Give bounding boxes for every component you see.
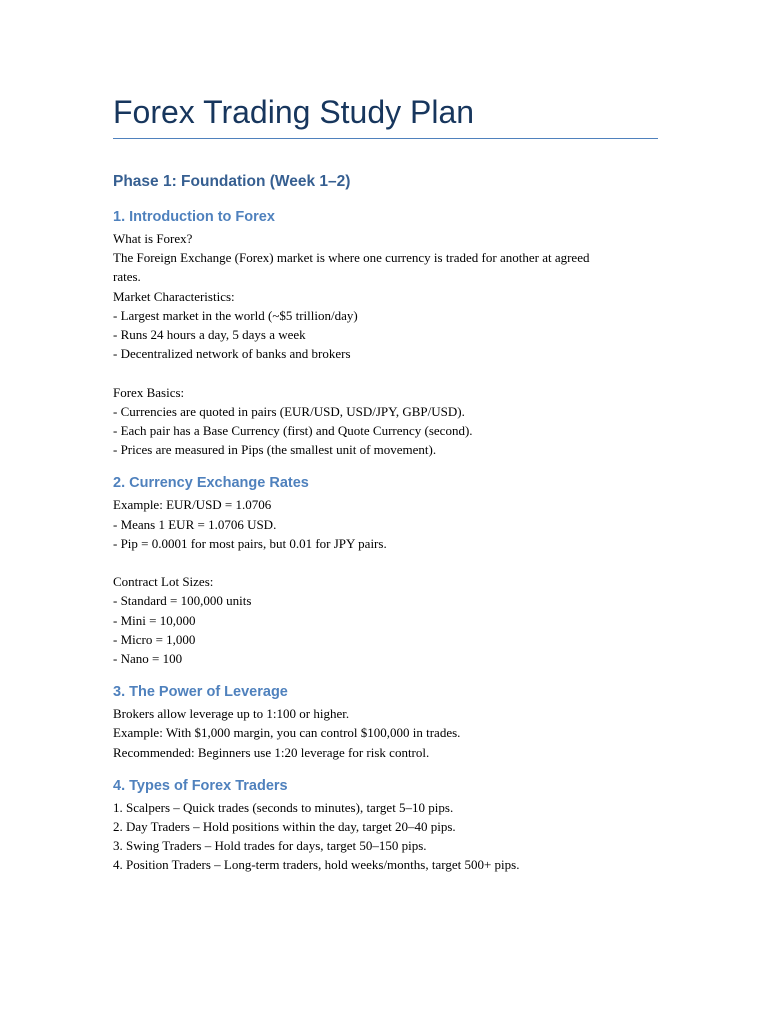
blank-line: [113, 553, 658, 572]
body-line: Example: EUR/USD = 1.0706: [113, 497, 272, 513]
body-line: 3. Swing Traders – Hold trades for days, target 50–150 pips.: [113, 838, 427, 854]
body-line: 4. Position Traders – Long-term traders, hold weeks/months, target 500+ pips.: [113, 857, 520, 873]
body-line: The Foreign Exchange (Forex) market is where one currency is traded for another at agreed: [113, 250, 590, 266]
body-line: - Each pair has a Base Currency (first) and Quote Currency (second).: [113, 423, 473, 439]
document-title: Forex Trading Study Plan: [113, 90, 658, 139]
phase-heading: Phase 1: Foundation (Week 1–2): [113, 173, 351, 190]
section-heading: 1. Introduction to Forex: [113, 209, 275, 225]
section-leverage: [113, 682, 658, 762]
body-line: rates.: [113, 269, 141, 285]
body-line: 1. Scalpers – Quick trades (seconds to minutes), target 5–10 pips.: [113, 799, 454, 815]
body-line: What is Forex?: [113, 231, 193, 246]
section-trader-types: [113, 776, 658, 875]
body-line: Contract Lot Sizes:: [113, 574, 214, 590]
body-line: - Mini = 10,000: [113, 612, 196, 628]
body-line: - Currencies are quoted in pairs (EUR/USD, USD/JPY, GBP/USD).: [113, 403, 465, 419]
body-line: - Nano = 100: [113, 651, 183, 667]
body-line: - Decentralized network of banks and brokers: [113, 346, 351, 362]
section-heading: 4. Types of Forex Traders: [113, 777, 288, 794]
body-line: 2. Day Traders – Hold positions within the day, target 20–40 pips.: [113, 819, 456, 835]
body-line: - Largest market in the world (~$5 trillion/day): [113, 307, 358, 323]
body-line: - Prices are measured in Pips (the smallest unit of movement).: [113, 442, 437, 458]
body-line: - Means 1 EUR = 1.0706 USD.: [113, 516, 277, 532]
body-line: Example: With $1,000 margin, you can control $100,000 in trades.: [113, 725, 461, 741]
body-line: Market Characteristics:: [113, 288, 235, 304]
section-heading: 3. The Power of Leverage: [113, 684, 288, 701]
section-exchange-rates: [113, 473, 658, 668]
body-line: Brokers allow leverage up to 1:100 or higher.: [113, 706, 350, 722]
section-heading: 2. Currency Exchange Rates: [113, 475, 309, 492]
section-introduction: [113, 207, 658, 459]
body-line: Forex Basics:: [113, 384, 185, 400]
document-page: [113, 90, 658, 875]
blank-line: [113, 363, 658, 382]
body-line: - Runs 24 hours a day, 5 days a week: [113, 327, 306, 343]
body-line: Recommended: Beginners use 1:20 leverage for risk control.: [113, 744, 430, 760]
body-line: - Pip = 0.0001 for most pairs, but 0.01 for JPY pairs.: [113, 535, 387, 551]
body-line: - Standard = 100,000 units: [113, 593, 252, 609]
body-line: - Micro = 1,000: [113, 631, 196, 647]
